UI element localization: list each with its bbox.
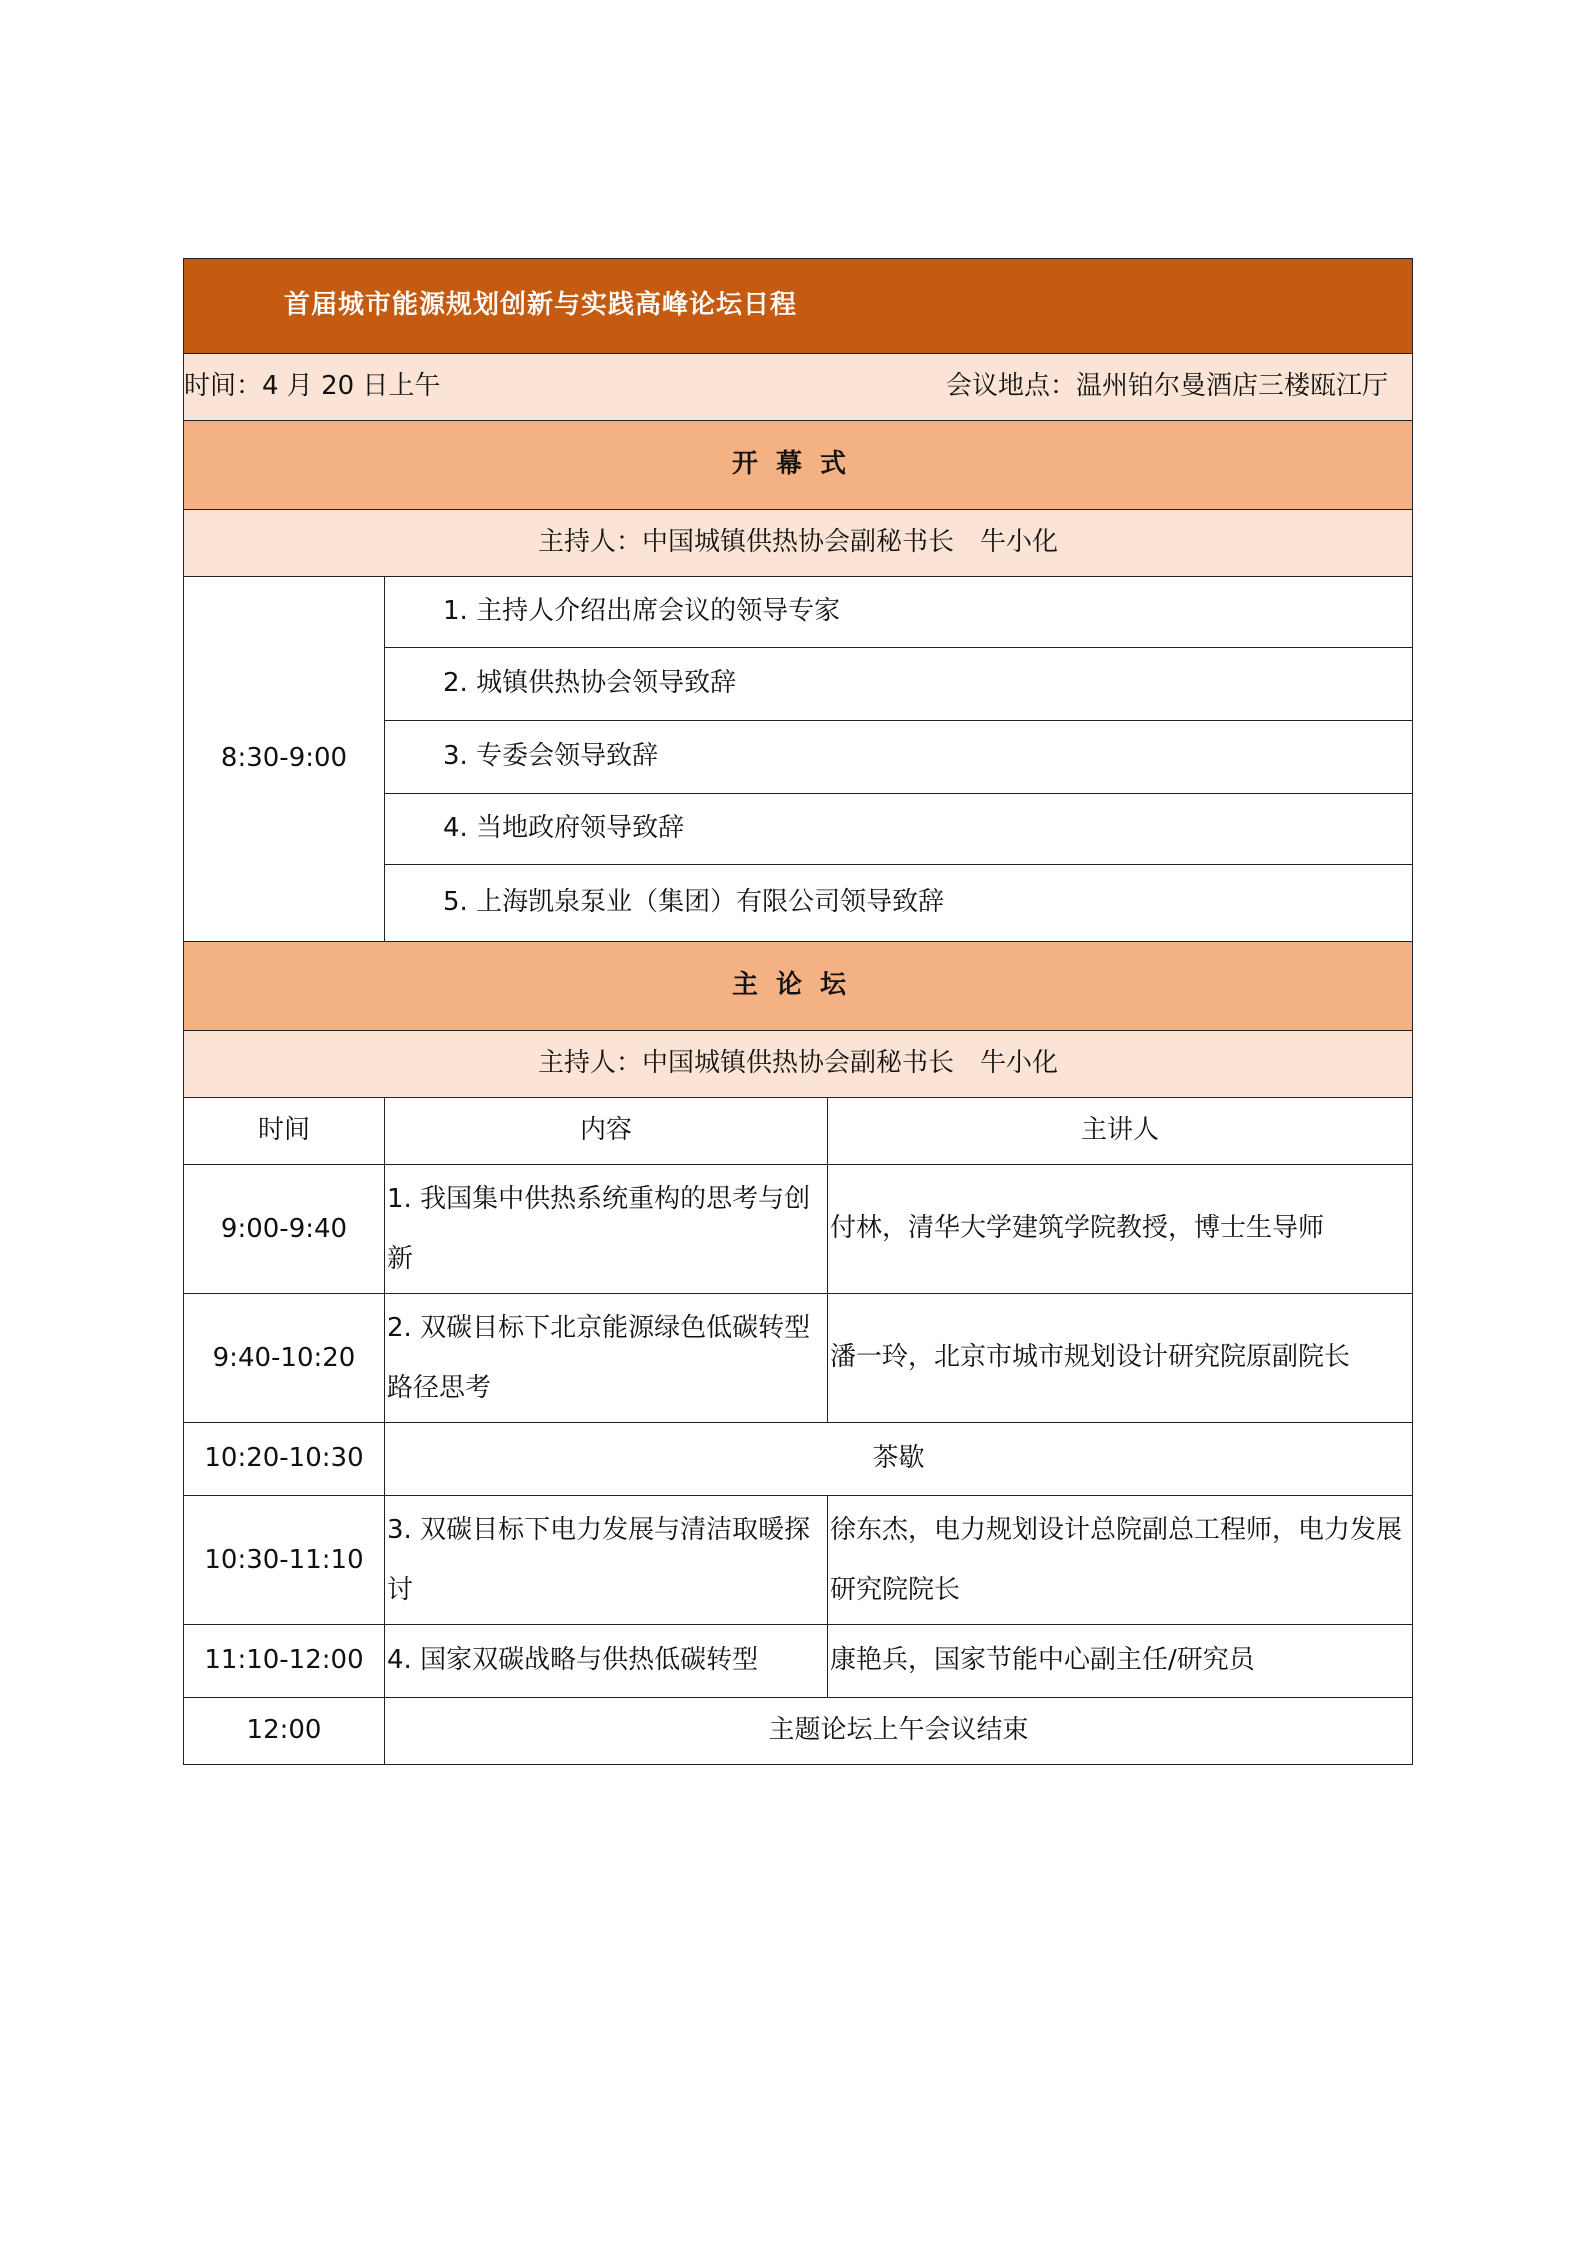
opening-time: 8:30-9:00 [184, 577, 385, 942]
session-time: 12:00 [184, 1698, 385, 1765]
table-row [184, 1496, 1413, 1625]
info-row [184, 354, 1413, 421]
session-time: 11:10-12:00 [184, 1625, 385, 1698]
table-header-row [184, 1098, 1413, 1165]
session-time: 10:20-10:30 [184, 1423, 385, 1496]
column-header-content: 内容 [385, 1098, 828, 1165]
session-speaker: 付林，清华大学建筑学院教授，博士生导师 [828, 1165, 1413, 1294]
column-header-speaker: 主讲人 [828, 1098, 1413, 1165]
opening-item: 1. 主持人介绍出席会议的领导专家 [385, 577, 1413, 648]
opening-item: 2. 城镇供热协会领导致辞 [385, 648, 1413, 721]
section-heading-main-forum: 主论坛 [184, 942, 1413, 1031]
table-row [184, 1625, 1413, 1698]
table-row [184, 1294, 1413, 1423]
event-venue: 会议地点：温州铂尔曼酒店三楼瓯江厅 [945, 371, 1388, 402]
session-content: 3. 双碳目标下电力发展与清洁取暖探讨 [385, 1496, 828, 1625]
opening-host: 主持人：中国城镇供热协会副秘书长 牛小化 [184, 510, 1413, 577]
section-heading-opening: 开幕式 [184, 421, 1413, 510]
opening-item-row [184, 577, 1413, 648]
main-forum-host: 主持人：中国城镇供热协会副秘书长 牛小化 [184, 1031, 1413, 1098]
event-time: 时间：4 月 20 日上午 [184, 371, 441, 402]
session-speaker: 徐东杰，电力规划设计总院副总工程师，电力发展研究院院长 [828, 1496, 1413, 1625]
opening-item: 4. 当地政府领导致辞 [385, 794, 1413, 865]
session-speaker: 潘一玲，北京市城市规划设计研究院原副院长 [828, 1294, 1413, 1423]
main-forum-section-row [184, 942, 1413, 1031]
session-time: 9:00-9:40 [184, 1165, 385, 1294]
session-content: 2. 双碳目标下北京能源绿色低碳转型路径思考 [385, 1294, 828, 1423]
opening-section-row [184, 421, 1413, 510]
column-header-time: 时间 [184, 1098, 385, 1165]
session-time: 10:30-11:10 [184, 1496, 385, 1625]
session-time: 9:40-10:20 [184, 1294, 385, 1423]
opening-host-row [184, 510, 1413, 577]
table-row [184, 1698, 1413, 1765]
opening-item: 3. 专委会领导致辞 [385, 721, 1413, 794]
session-end: 主题论坛上午会议结束 [385, 1698, 1413, 1765]
session-content: 1. 我国集中供热系统重构的思考与创新 [385, 1165, 828, 1294]
table-row [184, 1165, 1413, 1294]
main-forum-host-row [184, 1031, 1413, 1098]
opening-item: 5. 上海凯泉泵业（集团）有限公司领导致辞 [385, 865, 1413, 942]
table-row [184, 1423, 1413, 1496]
session-content: 4. 国家双碳战略与供热低碳转型 [385, 1625, 828, 1698]
session-speaker: 康艳兵，国家节能中心副主任/研究员 [828, 1625, 1413, 1698]
page-title: 首届城市能源规划创新与实践高峰论坛日程 [184, 259, 1413, 354]
tea-break: 茶歇 [385, 1423, 1413, 1496]
schedule-table [183, 258, 1413, 1765]
title-row [184, 259, 1413, 354]
